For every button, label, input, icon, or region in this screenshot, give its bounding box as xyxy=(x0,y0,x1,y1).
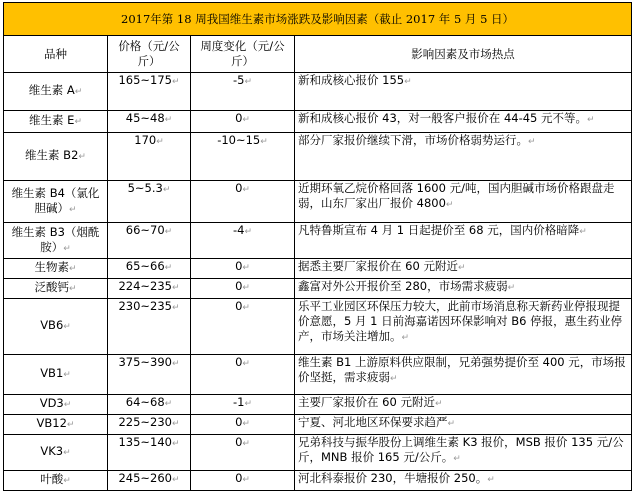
paragraph-mark-icon: ↵ xyxy=(63,476,71,486)
paragraph-mark-icon: ↵ xyxy=(172,439,180,449)
row-change-cell xyxy=(191,73,295,111)
row-name-cell xyxy=(4,279,108,299)
paragraph-mark-icon: ↵ xyxy=(68,264,77,274)
paragraph-mark-icon: ↵ xyxy=(242,303,250,313)
row-name-cell-text: 维生素 E xyxy=(29,113,75,127)
row-change-cell xyxy=(191,355,295,395)
row-factors-cell xyxy=(295,223,632,259)
header-change: 周度变化（元/公斤） xyxy=(191,36,295,73)
paragraph-mark-icon: ↵ xyxy=(68,284,77,294)
row-factors-cell-text: 凡特鲁斯宣布 4 月 1 日起提价至 68 元，国内价格暗降 xyxy=(298,223,580,237)
row-change-cell xyxy=(191,415,295,435)
row-change-cell-text: 0 xyxy=(235,299,243,313)
paragraph-mark-icon: ↵ xyxy=(447,419,456,429)
row-price-cell-text: 66~70 xyxy=(125,223,165,237)
row-price-cell-text: 225~230 xyxy=(118,415,172,429)
row-factors-cell-text: 部分厂家报价继续下滑，市场价格弱势运行。 xyxy=(298,133,528,147)
row-factors-cell-text: 河北科泰报价 230，牛塘报价 250。 xyxy=(298,471,488,485)
table-row xyxy=(4,355,632,395)
row-price-cell xyxy=(108,181,191,223)
row-change-cell xyxy=(191,181,295,223)
row-price-cell-text: 45~48 xyxy=(125,111,165,125)
table-row xyxy=(4,133,632,181)
paragraph-mark-icon: ↵ xyxy=(260,137,268,147)
row-name-cell-text: VK3 xyxy=(40,444,64,458)
paragraph-mark-icon: ↵ xyxy=(164,399,173,409)
row-factors-cell xyxy=(295,133,632,181)
row-price-cell xyxy=(108,355,191,395)
row-name-cell xyxy=(4,111,108,133)
row-price-cell xyxy=(108,111,191,133)
paragraph-mark-icon: ↵ xyxy=(66,420,75,430)
row-change-cell xyxy=(191,395,295,415)
row-name-cell-text: 生物素 xyxy=(34,260,69,274)
paragraph-mark-icon: ↵ xyxy=(445,200,454,210)
paragraph-mark-icon: ↵ xyxy=(172,77,180,87)
table-row xyxy=(4,435,632,471)
paragraph-mark-icon: ↵ xyxy=(507,283,516,293)
row-change-cell-text: -5 xyxy=(232,73,245,87)
row-price-cell-text: 165~175 xyxy=(118,73,172,87)
paragraph-mark-icon: ↵ xyxy=(63,370,71,380)
paragraph-mark-icon: ↵ xyxy=(457,263,466,273)
paragraph-mark-icon: ↵ xyxy=(164,227,173,237)
vitamin-price-table xyxy=(3,2,632,491)
row-price-cell-text: 5~5.3 xyxy=(127,181,163,195)
row-change-cell xyxy=(191,299,295,355)
row-change-cell xyxy=(191,223,295,259)
row-factors-cell xyxy=(295,73,632,111)
row-factors-cell xyxy=(295,111,632,133)
header-price: 价格（元/公斤） xyxy=(108,36,191,73)
row-price-cell-text: 170 xyxy=(134,133,157,147)
row-name-cell xyxy=(4,471,108,491)
row-name-cell-text: 维生素 A xyxy=(28,83,75,97)
paragraph-mark-icon: ↵ xyxy=(63,448,71,458)
paragraph-mark-icon: ↵ xyxy=(244,77,252,87)
row-name-cell-text: VD3 xyxy=(39,396,64,410)
row-price-cell-text: 65~66 xyxy=(125,259,165,273)
row-change-cell xyxy=(191,259,295,279)
paragraph-mark-icon: ↵ xyxy=(242,419,250,429)
row-name-cell-text: VB12 xyxy=(36,416,67,430)
paragraph-mark-icon: ↵ xyxy=(164,263,173,273)
paragraph-mark-icon: ↵ xyxy=(164,115,173,125)
row-name-cell xyxy=(4,73,108,111)
paragraph-mark-icon: ↵ xyxy=(242,115,250,125)
row-name-cell-text: 维生素 B2 xyxy=(25,148,79,162)
paragraph-mark-icon: ↵ xyxy=(172,359,180,369)
header-row xyxy=(4,36,632,73)
row-change-cell xyxy=(191,279,295,299)
paragraph-mark-icon: ↵ xyxy=(63,400,72,410)
row-change-cell xyxy=(191,133,295,181)
row-change-cell-text: -4 xyxy=(232,223,245,237)
paragraph-mark-icon: ↵ xyxy=(68,204,77,215)
row-price-cell xyxy=(108,259,191,279)
paragraph-mark-icon: ↵ xyxy=(242,359,250,369)
row-factors-cell xyxy=(295,259,632,279)
row-name-cell xyxy=(4,181,108,223)
paragraph-mark-icon: ↵ xyxy=(63,243,71,254)
row-factors-cell xyxy=(295,415,632,435)
row-price-cell xyxy=(108,395,191,415)
row-factors-cell xyxy=(295,299,632,355)
row-price-cell xyxy=(108,299,191,355)
table-row xyxy=(4,111,632,133)
paragraph-mark-icon: ↵ xyxy=(434,399,443,409)
paragraph-mark-icon: ↵ xyxy=(242,263,250,273)
row-factors-cell-text: 主要厂家报价在 60 元附近 xyxy=(298,395,435,409)
price-table-document xyxy=(3,2,631,491)
row-factors-cell-text: 兄弟科技与振华股份上调维生素 K3 报价，MSB 报价 135 元/公斤，MNB 报价 165 元/公斤。 xyxy=(298,435,624,464)
table-row xyxy=(4,223,632,259)
row-change-cell xyxy=(191,471,295,491)
row-price-cell xyxy=(108,415,191,435)
row-price-cell xyxy=(108,471,191,491)
row-factors-cell-text: 近期环氧乙烷价格回落 1600 元/吨，国内胆碱市场价格跟盘走弱，山东厂家出厂报价 4800 xyxy=(298,181,615,210)
paragraph-mark-icon: ↵ xyxy=(453,454,461,464)
row-factors-cell-text: 宁夏、河北地区环保要求趋严 xyxy=(298,415,448,429)
paragraph-mark-icon: ↵ xyxy=(401,333,410,343)
table-row xyxy=(4,395,632,415)
row-name-cell-text: 维生素 B4（氯化胆碱） xyxy=(11,185,100,215)
paragraph-mark-icon: ↵ xyxy=(390,374,398,384)
paragraph-mark-icon: ↵ xyxy=(172,303,180,313)
row-factors-cell xyxy=(295,181,632,223)
row-factors-cell xyxy=(295,471,632,491)
row-factors-cell-text: 据悉主要厂家报价在 60 元附近 xyxy=(298,259,458,273)
row-change-cell-text: 0 xyxy=(235,111,243,125)
row-price-cell xyxy=(108,279,191,299)
paragraph-mark-icon: ↵ xyxy=(244,399,252,409)
row-change-cell-text: 0 xyxy=(235,415,243,429)
row-price-cell-text: 375~390 xyxy=(118,355,172,369)
row-factors-cell xyxy=(295,395,632,415)
row-name-cell xyxy=(4,395,108,415)
table-row xyxy=(4,471,632,491)
table-row xyxy=(4,279,632,299)
paragraph-mark-icon: ↵ xyxy=(242,475,250,485)
row-factors-cell xyxy=(295,435,632,471)
row-name-cell-text: VB6 xyxy=(40,318,64,332)
row-price-cell xyxy=(108,73,191,111)
table-row xyxy=(4,73,632,111)
row-factors-cell-text: 新和成核心报价 43，对一般客户报价在 44-45 元不等。 xyxy=(298,111,588,125)
paragraph-mark-icon: ↵ xyxy=(63,322,71,332)
paragraph-mark-icon: ↵ xyxy=(162,185,171,195)
row-name-cell-text: VB1 xyxy=(40,366,64,380)
row-change-cell-text: 0 xyxy=(235,435,243,449)
paragraph-mark-icon: ↵ xyxy=(172,283,180,293)
title-row xyxy=(4,3,632,36)
row-price-cell xyxy=(108,133,191,181)
header-name: 品种 xyxy=(4,36,108,73)
paragraph-mark-icon: ↵ xyxy=(487,475,495,485)
row-price-cell-text: 245~260 xyxy=(118,471,172,485)
table-body xyxy=(4,73,632,491)
paragraph-mark-icon: ↵ xyxy=(172,419,180,429)
paragraph-mark-icon: ↵ xyxy=(528,137,536,147)
table-row xyxy=(4,181,632,223)
paragraph-mark-icon: ↵ xyxy=(244,227,252,237)
row-change-cell-text: 0 xyxy=(235,471,243,485)
row-price-cell xyxy=(108,435,191,471)
row-factors-cell xyxy=(295,279,632,299)
row-change-cell-text: 0 xyxy=(235,181,243,195)
row-name-cell xyxy=(4,133,108,181)
row-price-cell-text: 135~140 xyxy=(118,435,172,449)
paragraph-mark-icon: ↵ xyxy=(242,185,250,195)
row-factors-cell-text: 维生素 B1 上游原料供应限制，兄弟强势提价至 400 元，市场报价坚挺，需求疲弱 xyxy=(298,355,626,384)
row-name-cell-text: 泛酸钙 xyxy=(34,280,69,294)
row-price-cell-text: 230~235 xyxy=(118,299,172,313)
row-factors-cell-text: 鑫富对外公开报价至 280，市场需求疲弱 xyxy=(298,279,508,293)
paragraph-mark-icon: ↵ xyxy=(156,137,164,147)
row-change-cell xyxy=(191,435,295,471)
table-title: 2017年第 18 周我国维生素市场涨跌及影响因素（截止 2017 年 5 月 5 日） xyxy=(4,3,632,36)
row-name-cell-text: 叶酸 xyxy=(40,472,64,486)
row-change-cell xyxy=(191,111,295,133)
row-factors-cell xyxy=(295,355,632,395)
row-name-cell xyxy=(4,435,108,471)
table-row xyxy=(4,415,632,435)
paragraph-mark-icon: ↵ xyxy=(404,77,412,87)
row-change-cell-text: -1 xyxy=(232,395,245,409)
header-factors: 影响因素及市场热点 xyxy=(295,36,632,73)
row-name-cell xyxy=(4,223,108,259)
row-change-cell-text: -10~15 xyxy=(217,133,261,147)
row-change-cell-text: 0 xyxy=(235,355,243,369)
paragraph-mark-icon: ↵ xyxy=(587,115,595,125)
table-row xyxy=(4,259,632,279)
row-factors-cell-text: 乐平工业园区环保压力较大，此前市场消息称天新药业停报现提价意愿，5 月 1 日前海嘉诺因环保影响对 B6 停报，惠生药业停产，市场关注增加。 xyxy=(298,299,623,343)
row-factors-cell-text: 新和成核心报价 155 xyxy=(298,73,405,87)
paragraph-mark-icon: ↵ xyxy=(74,87,83,97)
paragraph-mark-icon: ↵ xyxy=(242,439,250,449)
row-name-cell-text: 维生素 B3（烟酰胺） xyxy=(11,224,100,254)
row-change-cell-text: 0 xyxy=(235,279,243,293)
row-price-cell-text: 224~235 xyxy=(118,279,172,293)
row-change-cell-text: 0 xyxy=(235,259,243,273)
paragraph-mark-icon: ↵ xyxy=(172,475,180,485)
paragraph-mark-icon: ↵ xyxy=(579,227,587,237)
paragraph-mark-icon: ↵ xyxy=(78,152,86,162)
row-name-cell xyxy=(4,415,108,435)
row-price-cell xyxy=(108,223,191,259)
paragraph-mark-icon: ↵ xyxy=(74,117,82,127)
paragraph-mark-icon: ↵ xyxy=(242,283,250,293)
row-name-cell xyxy=(4,259,108,279)
table-row xyxy=(4,299,632,355)
row-name-cell xyxy=(4,355,108,395)
row-price-cell-text: 64~68 xyxy=(125,395,165,409)
row-name-cell xyxy=(4,299,108,355)
